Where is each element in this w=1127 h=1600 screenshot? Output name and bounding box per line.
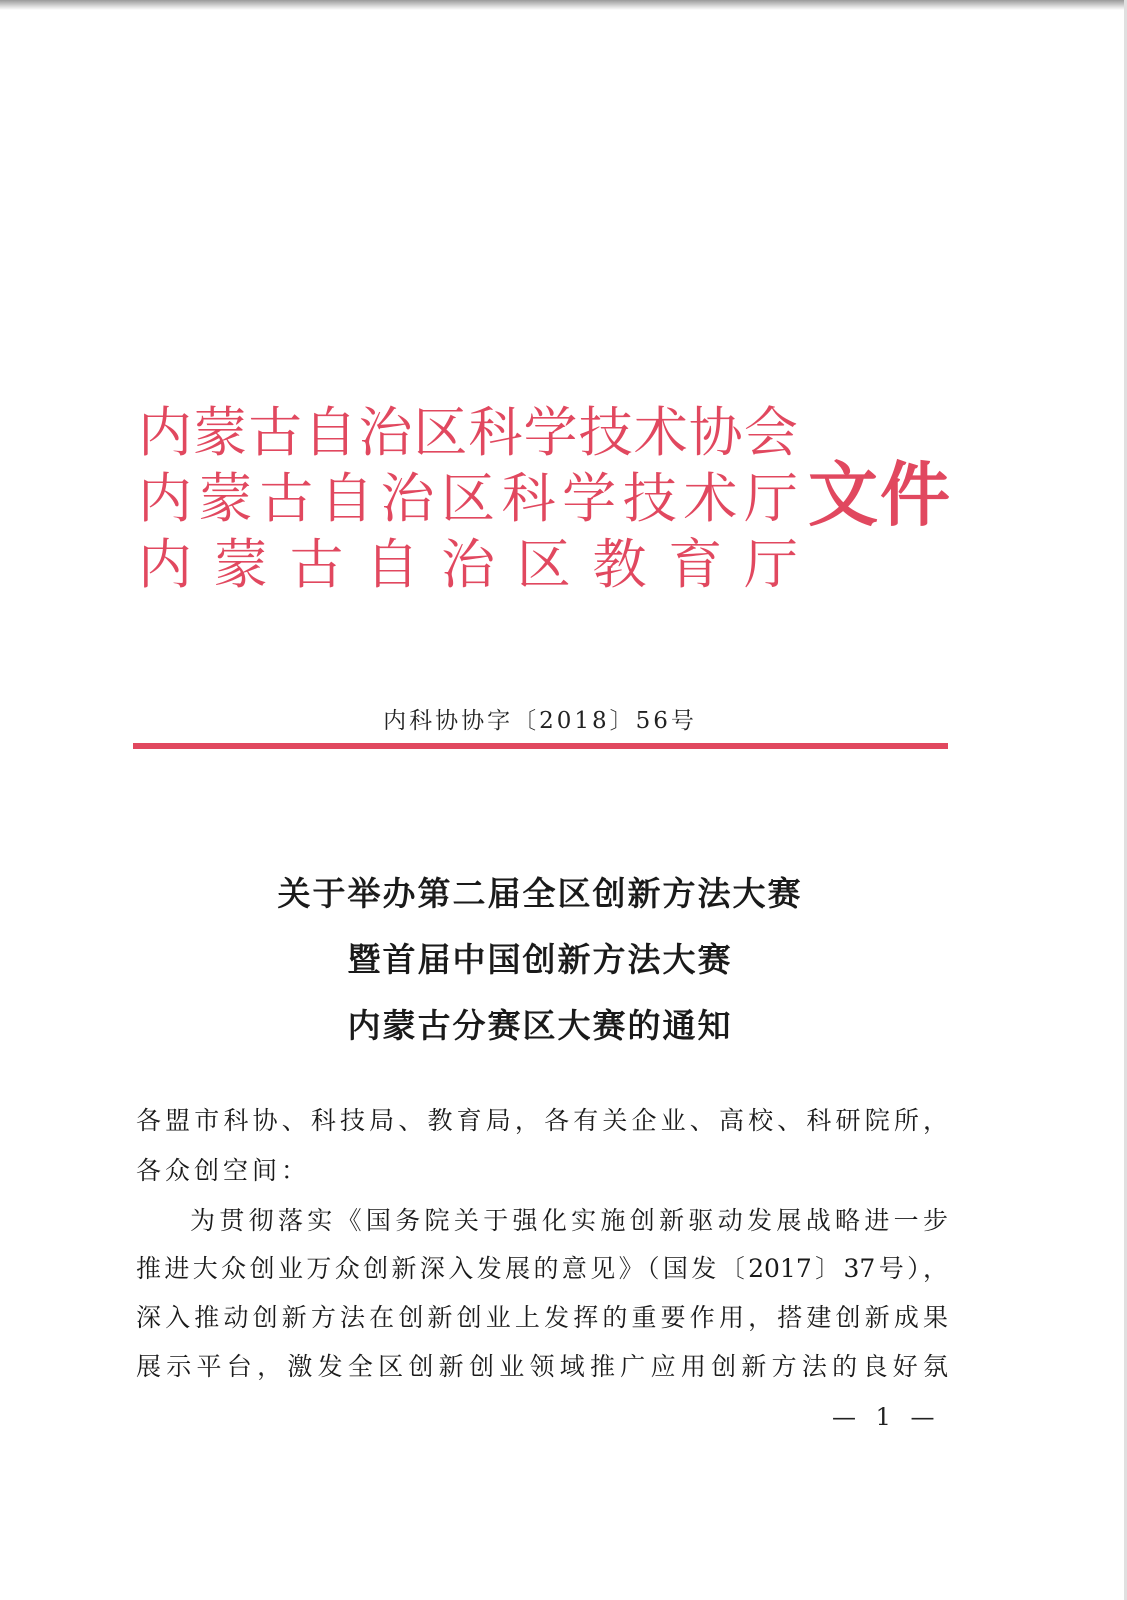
body-paragraph-line-2: 推进大众创业万众创新深入发展的意见》（国发〔2017〕37号），: [136, 1254, 948, 1283]
issuer-char: 育: [668, 533, 723, 596]
issuer-char: 内: [138, 467, 192, 530]
notice-title-line-3: 内蒙古分赛区大赛的通知: [347, 1006, 733, 1045]
notice-title-line-2: 暨首届中国创新方法大赛: [347, 940, 733, 979]
issuer-char: 治: [380, 467, 435, 530]
issuer-line-science-association: [138, 403, 798, 463]
issuer-char: 技: [578, 401, 633, 464]
issuer-char: 古: [259, 467, 314, 530]
issuer-char: 古: [289, 533, 344, 596]
red-divider-line: [133, 743, 948, 749]
issuer-char: 术: [633, 401, 688, 464]
issuer-char: 自: [319, 467, 374, 530]
issuer-char: 学: [562, 467, 617, 530]
issuer-char: 治: [358, 401, 413, 464]
addressee-line-1: 各盟市科协、科技局、教育局，各有关企业、高校、科研院所，: [136, 1106, 948, 1135]
issuer-char: 蒙: [198, 467, 253, 530]
issuer-char: 区: [440, 467, 495, 530]
issuer-char: 科: [501, 467, 556, 530]
issuer-char: 蒙: [193, 401, 248, 464]
issuer-char: 内: [138, 401, 192, 464]
issuer-line-science-department: [138, 469, 798, 529]
issuer-char: 教: [592, 533, 647, 596]
body-paragraph-line-1: 为贯彻落实《国务院关于强化实施创新驱动发展战略进一步: [190, 1206, 948, 1235]
issuer-char: 厅: [744, 533, 798, 596]
page-number: — 1 —: [832, 1403, 941, 1431]
issuer-char: 科: [468, 401, 523, 464]
issuer-char: 技: [622, 467, 677, 530]
issuer-char: 区: [516, 533, 571, 596]
issuer-char: 协: [688, 401, 743, 464]
scan-top-edge: [0, 0, 1127, 10]
issuer-char: 会: [743, 401, 798, 464]
addressee-line-2: 各众创空间：: [136, 1156, 311, 1185]
issuer-char: 蒙: [213, 533, 268, 596]
issuer-char: 古: [248, 401, 303, 464]
issuer-char: 治: [441, 533, 495, 596]
issuer-char: 自: [365, 533, 420, 596]
issuer-char: 厅: [743, 467, 798, 530]
issuer-char: 术: [683, 467, 738, 530]
document-marker: 文件: [808, 453, 952, 536]
notice-title-line-1: 关于举办第二届全区创新方法大赛: [277, 874, 803, 913]
issuer-char: 自: [303, 401, 358, 464]
document-number: 内科协协字〔2018〕56号: [383, 708, 697, 734]
issuer-line-education-department: [138, 535, 798, 595]
issuer-char: 区: [413, 401, 468, 464]
body-paragraph-line-3: 深入推动创新方法在创新创业上发挥的重要作用，搭建创新成果: [136, 1303, 948, 1332]
issuer-char: 内: [138, 533, 192, 596]
issuer-char: 学: [523, 401, 578, 464]
body-paragraph-line-4: 展示平台，激发全区创新创业领域推广应用创新方法的良好氛: [136, 1352, 948, 1381]
